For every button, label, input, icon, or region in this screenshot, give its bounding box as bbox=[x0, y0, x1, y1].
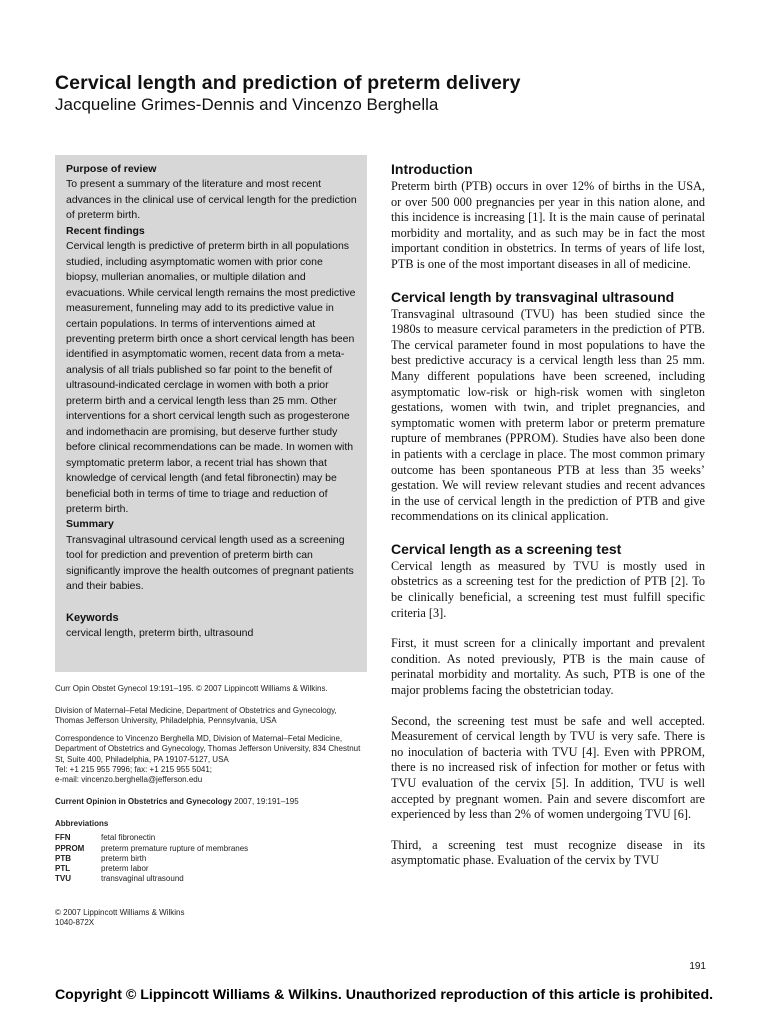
abbr-full: preterm birth bbox=[101, 853, 147, 863]
email: e-mail: vincenzo.berghella@jefferson.edu bbox=[55, 775, 203, 785]
abbreviation-row bbox=[55, 854, 248, 864]
abbreviations-block bbox=[55, 819, 367, 885]
journal-name: Current Opinion in Obstetrics and Gynecology bbox=[55, 797, 232, 806]
journal-reference bbox=[55, 797, 367, 807]
abbr-full: transvaginal ultrasound bbox=[101, 874, 184, 884]
tvu-heading: Cervical length by transvaginal ultrasound bbox=[391, 288, 675, 305]
third-criterion-paragraph: Third, a screening test must recognize disease in its asymptomatic phase. Evaluation of the cervix by TVU bbox=[391, 837, 705, 868]
abbreviation-row bbox=[55, 874, 248, 884]
abbreviations-heading: Abbreviations bbox=[55, 819, 109, 828]
abbr-full: preterm premature rupture of membranes bbox=[101, 843, 249, 853]
abbreviation-row bbox=[55, 864, 248, 874]
copyright-footer: Copyright © Lippincott Williams & Wilkins. Unauthorized reproduction of this article is prohibited. bbox=[54, 987, 714, 1003]
copyright: © 2007 Lippincott Williams & Wilkins bbox=[55, 908, 185, 917]
summary-text: Transvaginal ultrasound cervical length used as a screening tool for prediction and prevention of preterm birth can significantly improve the health outcomes of pregnant patients and their babies. bbox=[66, 533, 354, 593]
abbreviations-table bbox=[55, 833, 248, 884]
correspondence-block bbox=[55, 734, 367, 785]
abbr: PTL bbox=[55, 864, 71, 874]
intro-heading: Introduction bbox=[391, 161, 473, 177]
abbr-full: fetal fibronectin bbox=[101, 833, 156, 843]
intro-paragraph: Preterm birth (PTB) occurs in over 12% of births in the USA, or over 500 000 pregnancies per year in this nation alone, and this incidence is increasing [1]. It is the main cause of perinatal morbidity and mortality, and as such may be in fact the most important condition in obstetrics. In terms of years of life lost, PTB is one of the most important diseases in all of medicine. bbox=[391, 179, 705, 271]
abbr: PTB bbox=[55, 853, 71, 863]
affiliation: Division of Maternal–Fetal Medicine, Department of Obstetrics and Gynecology, Thomas Jefferson University, Philadelphia, Pennsylvania, USA bbox=[55, 706, 337, 726]
main-column bbox=[391, 160, 705, 869]
findings-heading: Recent findings bbox=[66, 224, 145, 237]
abbreviation-row bbox=[55, 833, 248, 843]
issn: 1040-872X bbox=[55, 918, 95, 928]
correspondence: Correspondence to Vincenzo Berghella MD, Division of Maternal–Fetal Medicine, Department of Obstetrics and Gynecology, Thomas Jefferson University, 834 Chestnut St, Suite 400, Philadelphia, PA 19107-5127, USA bbox=[55, 734, 361, 764]
abbr: PPROM bbox=[55, 843, 85, 853]
abbr: TVU bbox=[55, 874, 71, 884]
abbreviation-row bbox=[55, 844, 248, 854]
journal-ref: 2007, 19:191–195 bbox=[231, 797, 299, 806]
page-number: 191 bbox=[689, 961, 706, 972]
keywords-text: cervical length, preterm birth, ultrasound bbox=[66, 627, 254, 640]
first-criterion-paragraph: First, it must screen for a clinically important and prevalent condition. As noted previously, PTB is the main cause of perinatal morbidity and mortality. As such, PTB is one of the major problems facing the obstetrician today. bbox=[391, 636, 705, 698]
screening-paragraph: Cervical length as measured by TVU is mostly used in obstetrics as a screening test for the prediction of PTB [2]. To be clinically beneficial, a screening test must fulfill specific criteria [3]. bbox=[391, 558, 705, 620]
purpose-heading: Purpose of review bbox=[66, 163, 157, 175]
citation-line: Curr Opin Obstet Gynecol 19:191–195. © 2007 Lippincott Williams & Wilkins. bbox=[55, 684, 328, 693]
tvu-paragraph: Transvaginal ultrasound (TVU) has been studied since the 1980s to measure cervical parameters in the prediction of PTB. The cervical parameter found in most populations to have the best predictive accuracy is a cervical length less than 25 mm. Many different populations have been screened, including asymptomatic low-risk or high-risk women with singleton gestations, women with twin, and triplet pregnancies, and symptomatic women with preterm labor or preterm premature rupture of membranes (PPROM). Studies have also been done in patients with a cerclage in place. The most common primary outcome has been spontaneous PTB at less than 35 weeks’ gestation. We will review relevant studies and recent advances in the use of cervical length in the prediction of PTB and give recommendations on its clinical application. bbox=[391, 306, 705, 524]
abbr-full: preterm labor bbox=[101, 864, 149, 874]
article-authors: Jacqueline Grimes-Dennis and Vincenzo Berghella bbox=[55, 95, 439, 114]
abbr: FFN bbox=[55, 833, 71, 843]
summary-heading: Summary bbox=[66, 518, 114, 531]
phone-fax: Tel: +1 215 955 7996; fax: +1 215 955 5041; bbox=[55, 764, 213, 774]
findings-text: Cervical length is predictive of preterm birth in all populations studied, including asymptomatic women with prior cone biopsy, mullerian anomalies, or multiple dilation and evacuations. While cervical length remains the most predictive measurement, funneling may add to its predictive value in certain populations. In terms of interventions aimed at preventing preterm birth once a short cervical length has been identified in asymptomatic women, recent data from a meta-analysis of all trials published so far point to the benefit of ultrasound-indicated cerclage in women with both a prior preterm birth and a cervical length less than 25 mm. Other interventions for a short cervical length such as progesterone and indomethacin are promising, but deserve further study before clinical recommendations can be made. In women with symptomatic preterm labor, a recent trial has shown that knowledge of cervical length (and fetal fibronectin) may be beneficial both in terms of time to triage and reduction of preterm birth. bbox=[66, 240, 356, 515]
keywords-heading: Keywords bbox=[66, 611, 119, 624]
screening-heading: Cervical length as a screening test bbox=[391, 540, 622, 557]
second-criterion-paragraph: Second, the screening test must be safe and well accepted. Measurement of cervical length by TVU is very safe. There is no inoculation of bacteria with TVU [4]. Even with PPROM, there is no increased risk of infection for mother or fetus with TVU evaluation of the cervix [5]. In addition, TVU is well accepted by pregnant women. Pain and severe discomfort are experienced by less than 2% of women undergoing TVU [6]. bbox=[391, 713, 705, 822]
copyright-block bbox=[55, 908, 367, 929]
purpose-text: To present a summary of the literature and most recent advances in the clinical use of cervical length for the prediction of preterm birth. bbox=[66, 178, 357, 222]
article-title: Cervical length and prediction of preterm delivery bbox=[55, 72, 521, 94]
abstract-box bbox=[55, 155, 367, 672]
